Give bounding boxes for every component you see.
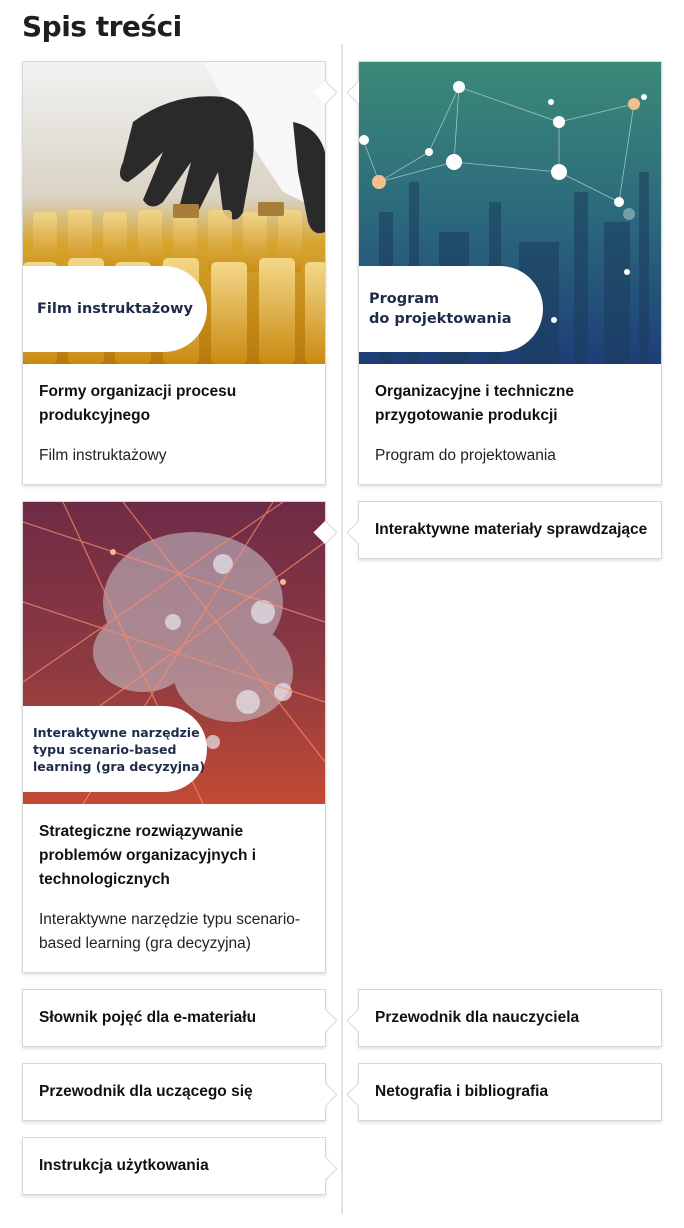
link-label: Netografia i bibliografia (375, 1083, 549, 1100)
card-gra-decyzyjna[interactable] (22, 501, 326, 973)
card-title: Strategiczne rozwiązywanie problemów organizacyjnych i technologicznych (39, 823, 257, 888)
card-subtitle: Interaktywne narzędzie typu scenario-based learning (gra decyzyjna) (39, 911, 301, 952)
link-netografia[interactable] (358, 1063, 662, 1121)
card-type-label-line1: Program (369, 291, 440, 307)
card-type-pill (359, 266, 543, 352)
card-type-label-line2: do projektowania (369, 311, 512, 327)
card-film-instruktazowy[interactable] (22, 61, 326, 485)
card-title: Formy organizacji procesu produkcyjnego (39, 383, 237, 424)
link-slownik-pojec[interactable] (22, 989, 326, 1047)
link-label: Przewodnik dla uczącego się (39, 1083, 253, 1100)
card-type-label-line1: Interaktywne narzędzie (33, 724, 200, 740)
timeline-divider (341, 44, 343, 1214)
card-program-do-projektowania[interactable] (358, 61, 662, 485)
link-instrukcja[interactable] (22, 1137, 326, 1195)
link-label: Przewodnik dla nauczyciela (375, 1009, 580, 1026)
card-type-pill (23, 706, 207, 792)
card-type-label-line2: typu scenario-based (33, 741, 177, 757)
card-type-label: Film instruktażowy (37, 301, 193, 317)
link-label: Interaktywne materiały sprawdzające (375, 521, 648, 538)
card-type-pill (23, 266, 207, 352)
card-subtitle: Program do projektowania (375, 447, 556, 464)
card-title: Organizacyjne i techniczne przygotowanie produkcji (375, 383, 574, 424)
link-interaktywne-materialy[interactable] (358, 501, 662, 559)
link-label: Słownik pojęć dla e-materiału (39, 1009, 257, 1026)
card-type-label-line3: learning (gra decyzyjna) (33, 758, 206, 774)
page-title: Spis treści (22, 10, 182, 43)
link-przewodnik-nauczyciela[interactable] (358, 989, 662, 1047)
link-przewodnik-uczacego[interactable] (22, 1063, 326, 1121)
card-subtitle: Film instruktażowy (39, 447, 167, 464)
link-label: Instrukcja użytkowania (39, 1157, 209, 1174)
